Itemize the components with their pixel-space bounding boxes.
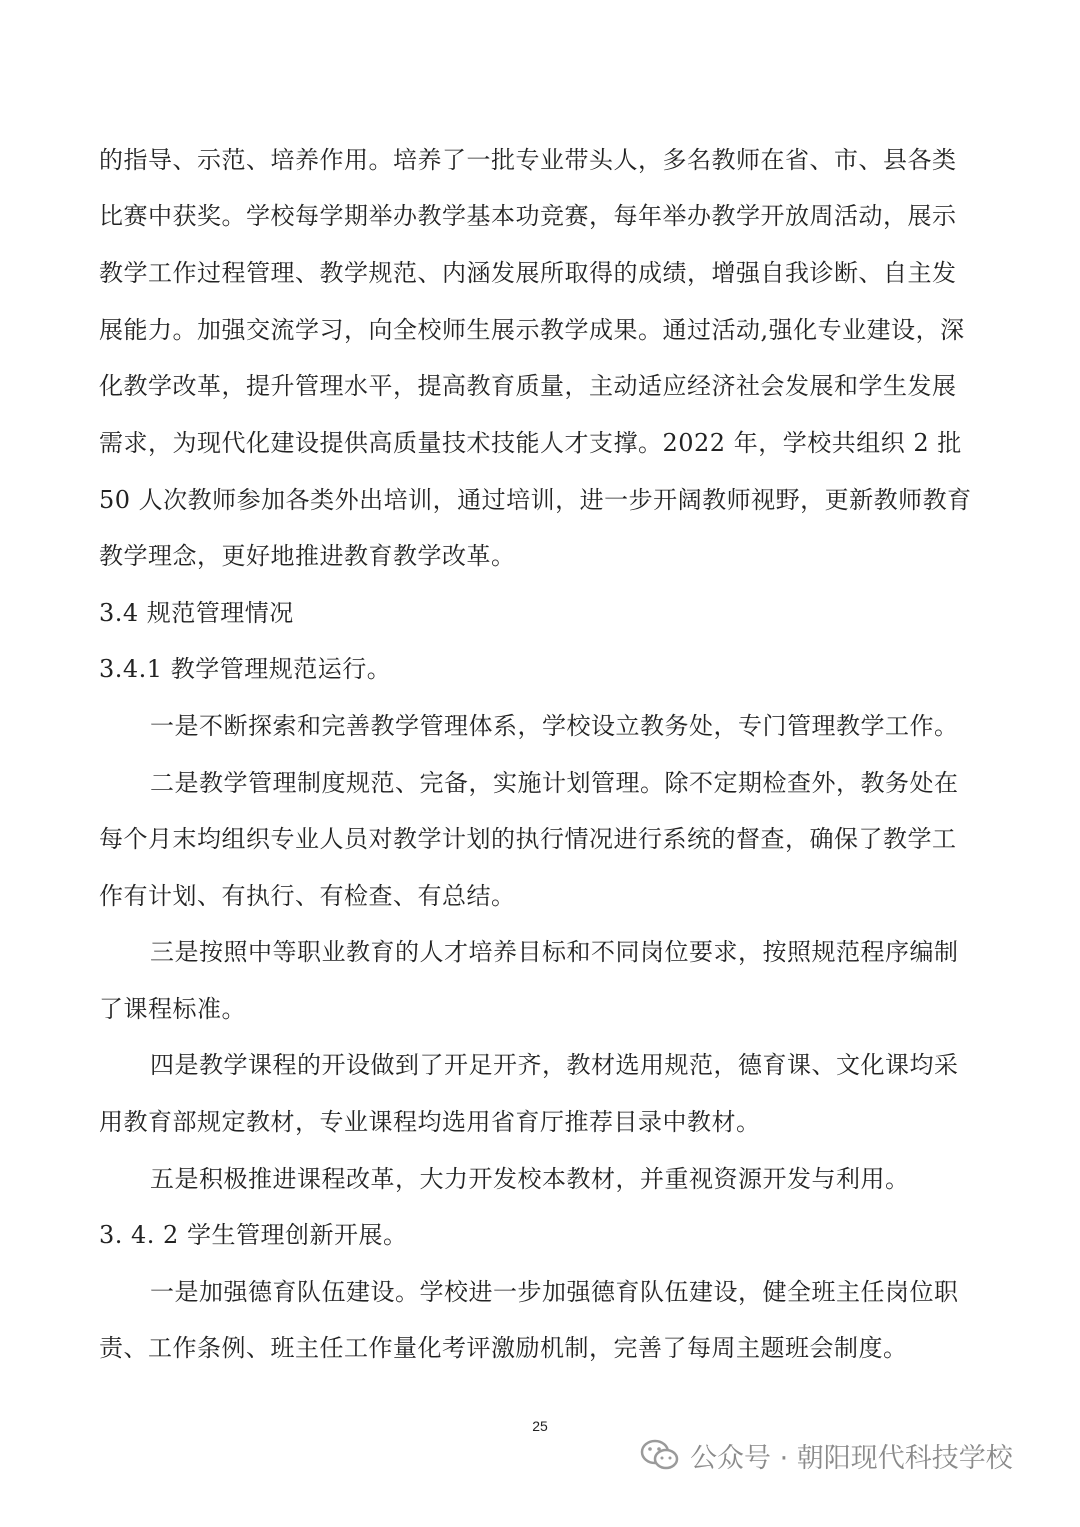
paragraph-line: 需求，为现代化建设提供高质量技术技能人才支撑。2022 年，学校共组织 2 批 — [99, 429, 962, 457]
paragraph-line: 教学工作过程管理、教学规范、内涵发展所取得的成绩，增强自我诊断、自主发 — [99, 259, 957, 287]
paragraph-line: 每个月末均组织专业人员对教学计划的执行情况进行系统的督查，确保了教学工 — [99, 825, 957, 853]
watermark — [640, 1430, 1013, 1480]
subsection-heading: 3. 4. 2 学生管理创新开展。 — [99, 1221, 408, 1249]
paragraph-line: 责、工作条例、班主任工作量化考评激励机制，完善了每周主题班会制度。 — [99, 1334, 908, 1362]
paragraph-line: 五是积极推进课程改革，大力开发校本教材，并重视资源开发与利用。 — [150, 1165, 910, 1193]
wechat-icon — [640, 1438, 680, 1472]
paragraph-line: 作有计划、有执行、有检查、有总结。 — [99, 882, 516, 910]
paragraph-line: 二是教学管理制度规范、完备，实施计划管理。除不定期检查外，教务处在 — [150, 769, 959, 797]
paragraph-line: 了课程标准。 — [99, 995, 246, 1023]
paragraph-line: 一是不断探索和完善教学管理体系，学校设立教务处，专门管理教学工作。 — [150, 712, 959, 740]
paragraph-line: 比赛中获奖。学校每学期举办教学基本功竞赛，每年举办教学开放周活动，展示 — [99, 202, 957, 230]
paragraph-line: 用教育部规定教材，专业课程均选用省育厅推荐目录中教材。 — [99, 1108, 761, 1136]
paragraph-line: 50 人次教师参加各类外出培训，通过培训，进一步开阔教师视野，更新教师教育 — [99, 486, 972, 514]
section-heading: 3.4 规范管理情况 — [99, 599, 294, 627]
paragraph-line: 四是教学课程的开设做到了开足开齐，教材选用规范，德育课、文化课均采 — [150, 1051, 959, 1079]
paragraph-line: 的指导、示范、培养作用。培养了一批专业带头人，多名教师在省、市、县各类 — [99, 146, 957, 174]
page-number: 25 — [532, 1418, 548, 1434]
paragraph-line: 化教学改革，提升管理水平，提高教育质量，主动适应经济社会发展和学生发展 — [99, 372, 957, 400]
subsection-heading: 3.4.1 教学管理规范运行。 — [99, 655, 392, 683]
paragraph-line: 一是加强德育队伍建设。学校进一步加强德育队伍建设，健全班主任岗位职 — [150, 1278, 959, 1306]
paragraph-line: 教学理念，更好地推进教育教学改革。 — [99, 542, 516, 570]
paragraph-line: 展能力。加强交流学习，向全校师生展示教学成果。通过活动,强化专业建设，深 — [99, 316, 965, 344]
paragraph-line: 三是按照中等职业教育的人才培养目标和不同岗位要求，按照规范程序编制 — [150, 938, 959, 966]
watermark-text: 公众号 · 朝阳现代科技学校 — [690, 1442, 1013, 1474]
